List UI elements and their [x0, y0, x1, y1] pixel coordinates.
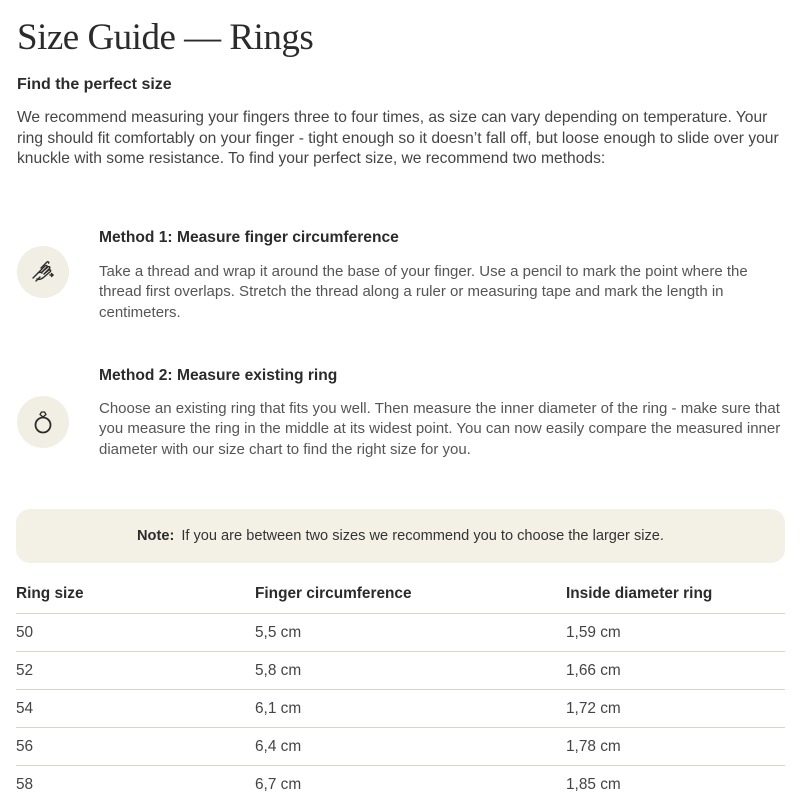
finger-circumference-cell: 6,1 cm: [255, 690, 566, 728]
finger-circumference-cell: 6,7 cm: [255, 766, 566, 803]
table-row: [16, 766, 785, 803]
inside-diameter-cell: 1,78 cm: [566, 728, 785, 766]
section-heading: Find the perfect size: [17, 74, 172, 96]
header-inside-diameter: Inside diameter ring: [566, 575, 785, 614]
inside-diameter-cell: 1,72 cm: [566, 690, 785, 728]
finger-circumference-cell: 5,5 cm: [255, 614, 566, 652]
inside-diameter-cell: 1,59 cm: [566, 614, 785, 652]
table-row: [16, 614, 785, 652]
inside-diameter-cell: 1,85 cm: [566, 766, 785, 803]
table-row: [16, 728, 785, 766]
method-2-text: Choose an existing ring that fits you well. Then measure the inner diameter of the ring - make sure that you measure the ring in the middle at its widest point. You can now easily compare the measured inner diameter with our size chart to find the right size for you.: [99, 399, 789, 460]
note-box: [16, 509, 785, 563]
ring-size-cell: 52: [16, 652, 255, 690]
ring-size-cell: 50: [16, 614, 255, 652]
table-row: [16, 690, 785, 728]
ring-size-cell: 54: [16, 690, 255, 728]
size-table: [16, 575, 785, 803]
header-ring-size: Ring size: [16, 575, 255, 614]
method-2-title: Method 2: Measure existing ring: [99, 366, 337, 386]
page-title: Size Guide — Rings: [17, 16, 313, 60]
method-1-text: Take a thread and wrap it around the base of your finger. Use a pencil to mark the point where the thread first overlaps. Stretch the thread along a ruler or measuring tape and mark the length in centimeters.: [99, 262, 789, 323]
table-header-row: [16, 575, 785, 614]
intro-paragraph: We recommend measuring your fingers three to four times, as size can vary depending on temperature. Your ring should fit comfortably on your finger - tight enough so it doesn’t fall off, but loose enough to slide over your knuckle with some resistance. To find your perfect size, we recommend two methods:: [17, 108, 787, 170]
inside-diameter-cell: 1,66 cm: [566, 652, 785, 690]
note-label: Note:: [137, 528, 174, 544]
ring-size-cell: 58: [16, 766, 255, 803]
table-row: [16, 652, 785, 690]
finger-circumference-cell: 6,4 cm: [255, 728, 566, 766]
method-1-title: Method 1: Measure finger circumference: [99, 228, 399, 248]
finger-circumference-cell: 5,8 cm: [255, 652, 566, 690]
hand-measure-icon: [17, 246, 69, 298]
note-text: If you are between two sizes we recommend you to choose the larger size.: [181, 528, 664, 544]
ring-icon: [17, 396, 69, 448]
header-finger-circumference: Finger circumference: [255, 575, 566, 614]
ring-size-cell: 56: [16, 728, 255, 766]
